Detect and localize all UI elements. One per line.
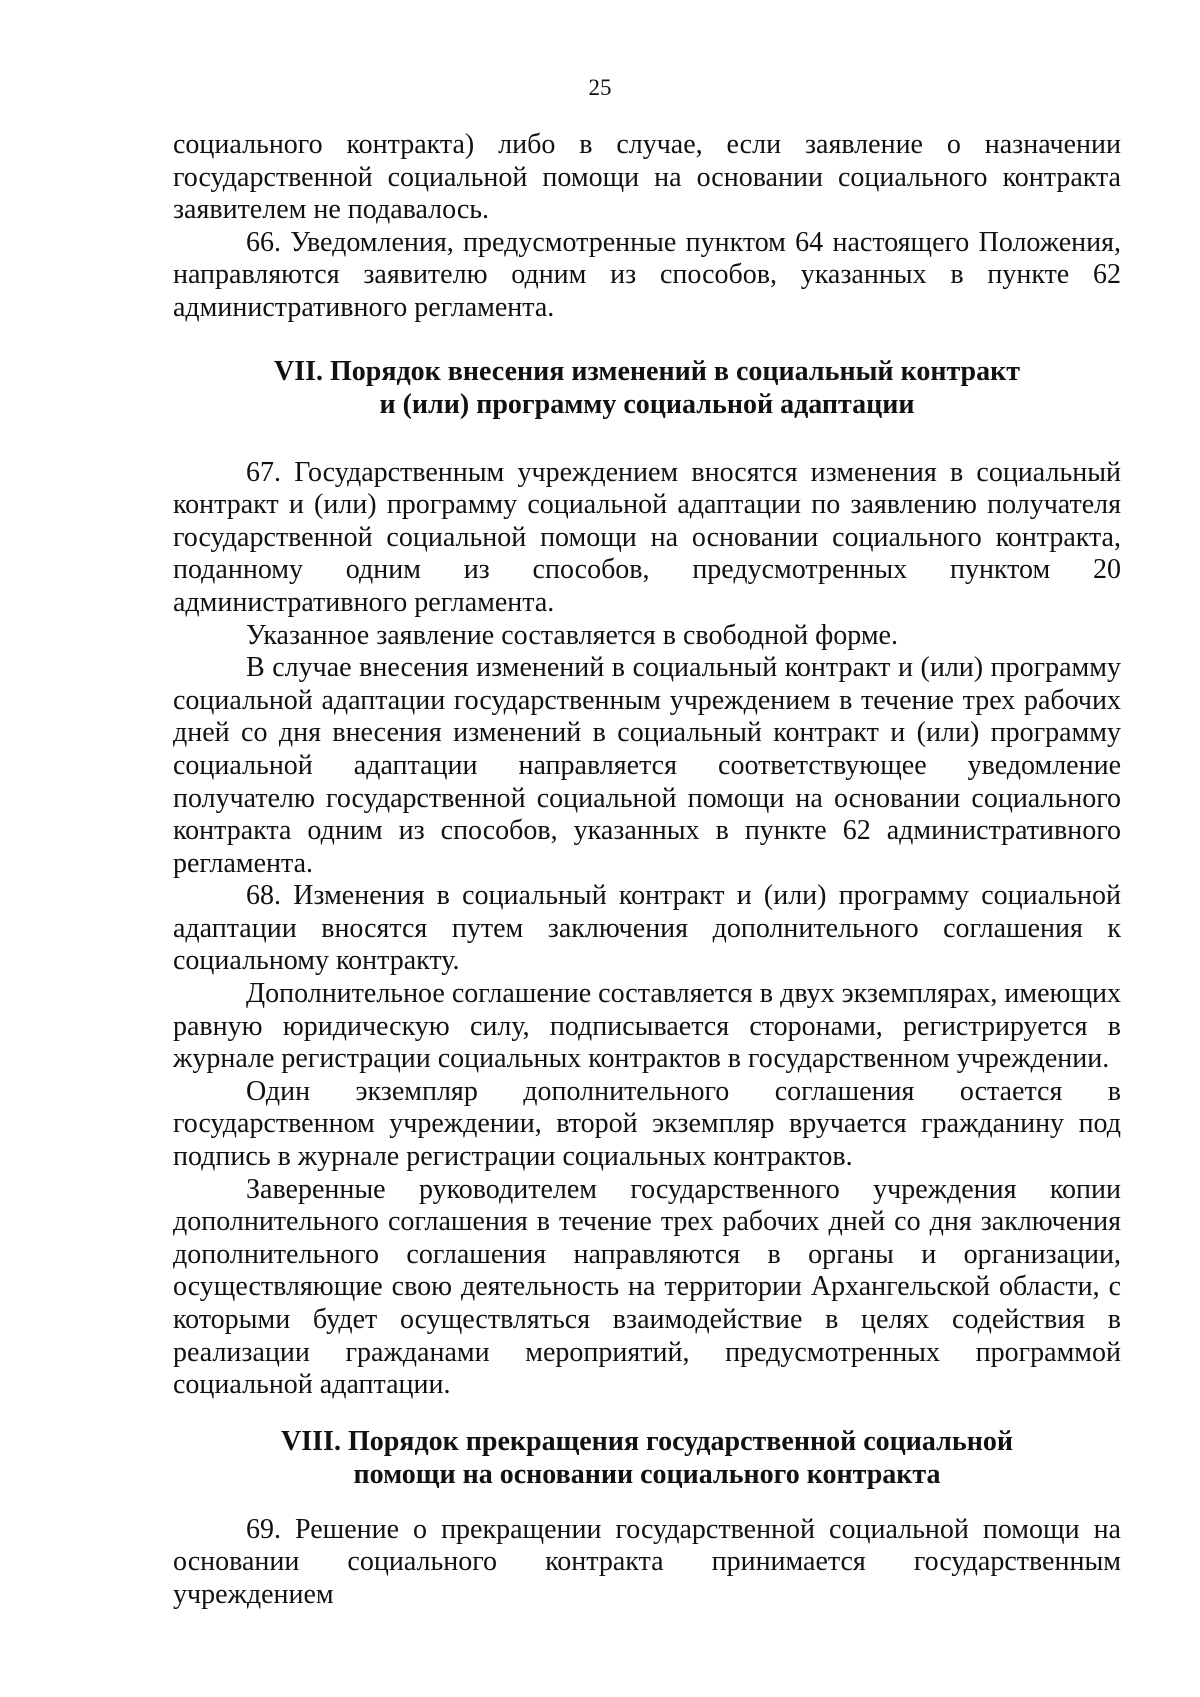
section-heading-vii-line-2: и (или) программу социальной адаптации xyxy=(379,388,915,420)
paragraph-68-delivery: Один экземпляр дополнительного соглашения остается в государственном учреждении, второй экземпляр вручается гражданину под подпись в журнале регистрации социальных контрактов. xyxy=(173,1075,1121,1173)
page-number: 25 xyxy=(588,75,612,100)
section-heading-viii-line-1: VIII. Порядок прекращения государственной социальной xyxy=(281,1425,1013,1457)
paragraph-68-copies: Дополнительное соглашение составляется в двух экземплярах, имеющих равную юридическую силу, подписывается сторонами, регистрируется в журнале регистрации социальных контрактов в государственном учреждении. xyxy=(173,978,1121,1075)
document-body xyxy=(173,129,1121,1612)
paragraph-continuation: социального контракта) либо в случае, если заявление о назначении государственной социальной помощи на основании социального контракта заявителем не подавалось. xyxy=(173,129,1121,226)
paragraph-67: 67. Государственным учреждением вносятся изменения в социальный контракт и (или) программу социальной адаптации по заявлению получателя государственной социальной помощи на основании социального контракта, поданному одним из способов, предусмотренных пунктом 20 административного регламента. xyxy=(173,456,1121,618)
paragraph-69: 69. Решение о прекращении государственной социальной помощи на основании социального контракта принимается государственным учреждением xyxy=(173,1513,1121,1610)
paragraph-68: 68. Изменения в социальный контракт и (или) программу социальной адаптации вносятся путем заключения дополнительного соглашения к социальному контракту. xyxy=(173,880,1121,977)
paragraph-66: 66. Уведомления, предусмотренные пунктом 64 настоящего Положения, направляются заявителю одним из способов, указанных в пункте 62 административного регламента. xyxy=(173,226,1121,323)
section-heading-viii-line-2: помощи на основании социального контракта xyxy=(353,1458,941,1490)
paragraph-67-notification: В случае внесения изменений в социальный контракт и (или) программу социальной адаптации государственным учреждением в течение трех рабочих дней со дня внесения изменений в социальный контракт и (или) программу социальной адаптации направляется соответствующее уведомление получателю государственной социальной помощи на основании социального контракта одним из способов, указанных в пункте 62 административного регламента. xyxy=(173,652,1121,879)
section-heading-vii xyxy=(173,355,1121,421)
paragraph-68-certified-copies: Заверенные руководителем государственного учреждения копии дополнительного соглашения в течение трех рабочих дней со дня заключения дополнительного соглашения направляются в органы и организации, осуществляющие свою деятельность на территории Архангельской области, с которыми будет осуществляться взаимодействие в целях содействия в реализации гражданами мероприятий, предусмотренных программой социальной адаптации. xyxy=(173,1173,1121,1401)
section-heading-viii xyxy=(173,1425,1121,1491)
paragraph-67-free-form: Указанное заявление составляется в свободной форме. xyxy=(246,619,898,651)
section-heading-vii-line-1: VII. Порядок внесения изменений в социальный контракт xyxy=(273,355,1021,387)
